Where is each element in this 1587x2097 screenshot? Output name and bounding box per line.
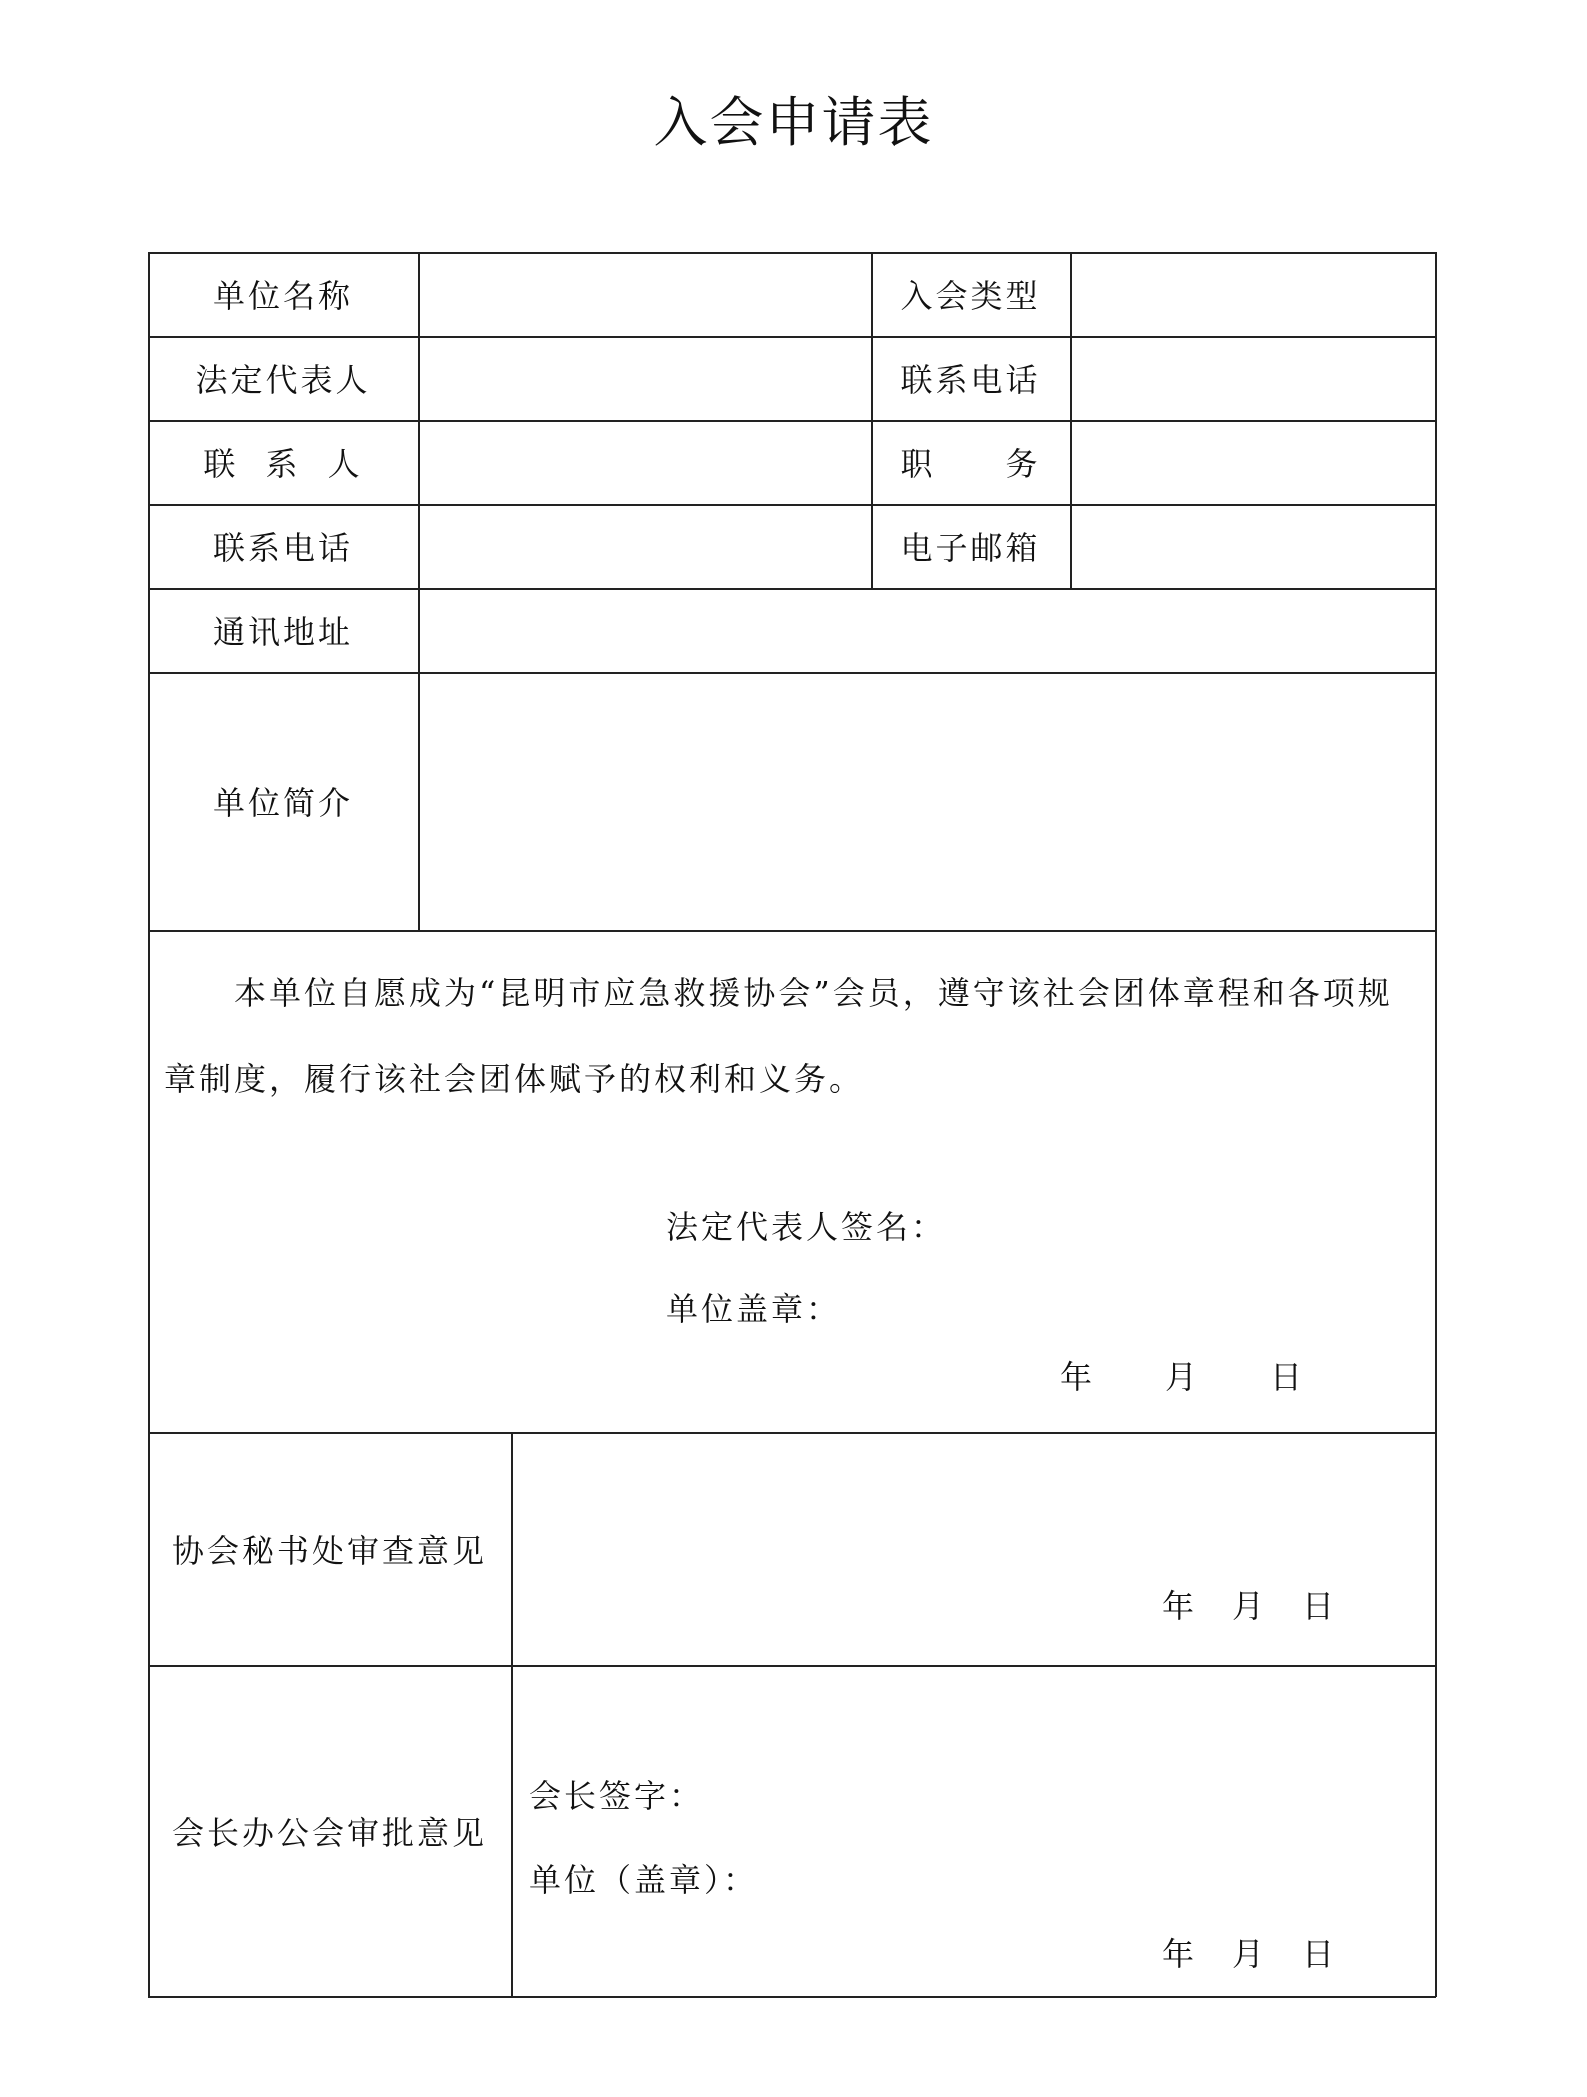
- membership-type-label: 入会类型: [900, 277, 1041, 315]
- declaration-section: [148, 930, 1436, 1432]
- contact-phone-field[interactable]: [420, 506, 870, 588]
- president-approval-date: 年 月 日: [1162, 1935, 1338, 1973]
- president-signature-label: 会长签字：: [529, 1777, 705, 1815]
- secretariat-review-field[interactable]: [513, 1434, 1434, 1665]
- contact-person-label: 联 系 人: [203, 445, 363, 483]
- position-field[interactable]: [1072, 422, 1434, 504]
- secretariat-review-label: 协会秘书处审查意见: [171, 1531, 487, 1570]
- email-field[interactable]: [1072, 506, 1434, 588]
- declaration-text: 本单位自愿成为“昆明市应急救援协会”会员，遵守该社会团体章程和各项规章制度，履行该社会团体赋予的权利和义务。: [164, 974, 1393, 1098]
- membership-type-field[interactable]: [1072, 254, 1434, 336]
- president-approval-field[interactable]: [513, 1667, 1434, 1996]
- address-label: 通讯地址: [212, 613, 353, 651]
- legal-rep-phone-label: 联系电话: [900, 361, 1041, 399]
- address-field[interactable]: [420, 590, 1434, 672]
- position-label: 职 务: [900, 445, 1041, 483]
- unit-name-label: 单位名称: [212, 277, 353, 315]
- legal-rep-phone-field[interactable]: [1072, 338, 1434, 420]
- table-border-bottom: [148, 1996, 1436, 1998]
- declaration-date: 年 月 日: [1060, 1358, 1306, 1396]
- contact-person-field[interactable]: [420, 422, 870, 504]
- legal-rep-field[interactable]: [420, 338, 870, 420]
- legal-rep-signature-label: 法定代表人签名：: [666, 1208, 947, 1246]
- contact-phone-label: 联系电话: [212, 529, 353, 567]
- legal-rep-label: 法定代表人: [195, 361, 371, 399]
- application-form-table: [148, 252, 1436, 1996]
- unit-name-field[interactable]: [420, 254, 870, 336]
- unit-seal-label: 单位盖章：: [666, 1290, 842, 1328]
- unit-intro-label: 单位简介: [212, 784, 353, 822]
- president-seal-label: 单位（盖章）：: [529, 1861, 759, 1899]
- email-label: 电子邮箱: [900, 529, 1041, 567]
- president-approval-label: 会长办公会审批意见: [171, 1813, 487, 1852]
- secretariat-review-date: 年 月 日: [1162, 1587, 1338, 1625]
- page-title: 入会申请表: [653, 91, 934, 154]
- unit-intro-field[interactable]: [420, 674, 1434, 930]
